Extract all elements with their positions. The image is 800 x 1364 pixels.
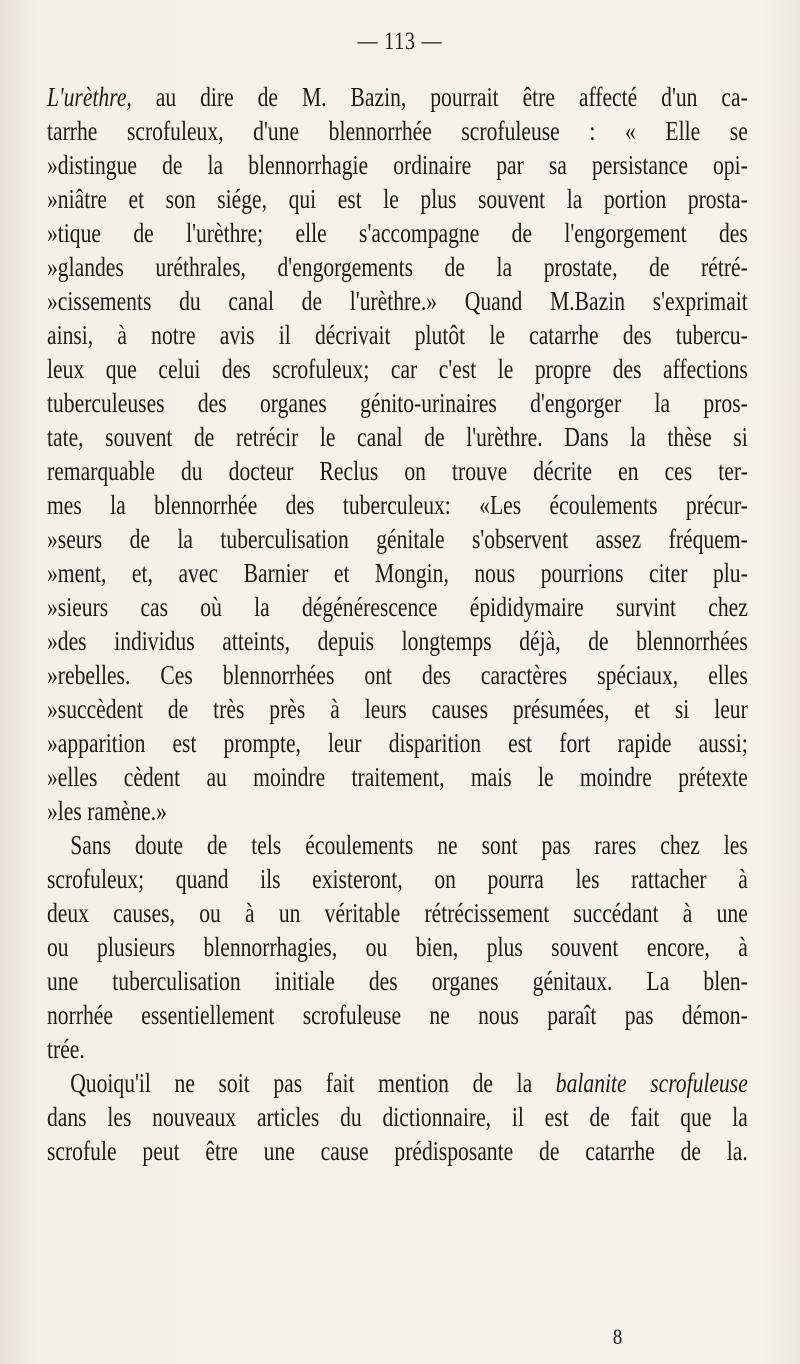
text-line xyxy=(47,862,748,896)
line-text: »cissements du canal de l'urèthre.» Quand M.Bazin s'exprimait xyxy=(47,286,748,316)
text-line xyxy=(47,1134,748,1168)
line-text: »apparition est prompte, leur disparition est fort rapide aussi; xyxy=(47,728,748,758)
text-line xyxy=(47,522,748,556)
line-text: »rebelles. Ces blennorrhées ont des caractères spéciaux, elles xyxy=(47,660,748,690)
line-text: »elles cèdent au moindre traitement, mais le moindre prétexte xyxy=(47,762,748,792)
line-text: tarrhe scrofuleux, d'une blennorrhée scrofuleuse : « Elle se xyxy=(47,116,748,146)
line-text: au dire de M. Bazin, pourrait être affecté d'un ca- xyxy=(131,82,748,112)
text-line xyxy=(47,80,748,114)
line-text: une tuberculisation initiale des organes génitaux. La blen- xyxy=(47,966,748,996)
text-line xyxy=(47,420,748,454)
line-text: Quoiqu'il ne soit pas fait mention de la xyxy=(70,1068,556,1098)
body-text xyxy=(47,80,748,1168)
line-text: Sans doute de tels écoulements ne sont pas rares chez les xyxy=(70,830,748,860)
text-line xyxy=(47,1100,748,1134)
text-line xyxy=(47,1032,748,1066)
text-line xyxy=(47,964,748,998)
text-line xyxy=(47,182,748,216)
page-number: — 113 — xyxy=(357,28,443,55)
text-line xyxy=(47,726,748,760)
text-line xyxy=(47,352,748,386)
line-text: leux que celui des scrofuleux; car c'est le propre des affections xyxy=(47,354,748,384)
text-line xyxy=(47,386,748,420)
text-line xyxy=(47,250,748,284)
text-line xyxy=(47,318,748,352)
line-text: »niâtre et son siége, qui est le plus souvent la portion prosta- xyxy=(47,184,748,214)
line-text: norrhée essentiellement scrofuleuse ne nous paraît pas démon- xyxy=(47,1000,748,1030)
line-text: »sieurs cas où la dégénérescence épididymaire survint chez xyxy=(47,592,748,622)
text-line xyxy=(47,624,748,658)
text-line xyxy=(47,454,748,488)
text-line xyxy=(47,658,748,692)
line-text: »ment, et, avec Barnier et Mongin, nous pourrions citer plu- xyxy=(47,558,748,588)
line-text: ainsi, à notre avis il décrivait plutôt le catarrhe des tubercu- xyxy=(47,320,748,350)
line-text: deux causes, ou à un véritable rétrécissement succédant à une xyxy=(47,898,748,928)
text-line xyxy=(47,930,748,964)
line-text: »tique de l'urèthre; elle s'accompagne de l'engorgement des xyxy=(47,218,748,248)
line-text: »glandes uréthrales, d'engorgements de la prostate, de rétré- xyxy=(47,252,748,282)
line-text: dans les nouveaux articles du dictionnaire, il est de fait que la xyxy=(47,1102,748,1132)
italic-term: balanite scrofuleuse xyxy=(555,1068,748,1098)
text-line xyxy=(47,556,748,590)
text-line xyxy=(47,896,748,930)
text-line xyxy=(47,692,748,726)
text-line xyxy=(47,216,748,250)
line-text: ou plusieurs blennorrhagies, ou bien, plus souvent encore, à xyxy=(47,932,748,962)
line-text: mes la blennorrhée des tuberculeux: «Les écoulements précur- xyxy=(47,490,748,520)
signature-mark: 8 xyxy=(612,1324,623,1349)
line-text: tuberculeuses des organes génito-urinaires d'engorger la pros- xyxy=(47,388,748,418)
text-line xyxy=(47,1066,748,1100)
line-text: »les ramène.» xyxy=(47,796,167,826)
line-text: scrofule peut être une cause prédisposante de catarrhe de la. xyxy=(47,1136,748,1166)
line-text: remarquable du docteur Reclus on trouve décrite en ces ter- xyxy=(47,456,748,486)
text-line xyxy=(47,590,748,624)
text-line xyxy=(47,794,748,828)
line-text: »des individus atteints, depuis longtemps déjà, de blennorrhées xyxy=(47,626,748,656)
line-text: »succèdent de très près à leurs causes présumées, et si leur xyxy=(47,694,748,724)
text-line xyxy=(47,114,748,148)
text-line xyxy=(47,828,748,862)
line-text: trée. xyxy=(47,1034,85,1064)
text-line xyxy=(47,998,748,1032)
line-text: »distingue de la blennorrhagie ordinaire par sa persistance opi- xyxy=(47,150,748,180)
line-text: tate, souvent de retrécir le canal de l'urèthre. Dans la thèse si xyxy=(47,422,748,452)
text-line xyxy=(47,284,748,318)
line-text: scrofuleux; quand ils existeront, on pourra les rattacher à xyxy=(47,864,748,894)
text-line xyxy=(47,760,748,794)
text-line xyxy=(47,148,748,182)
italic-term: L'urèthre, xyxy=(47,82,132,112)
line-text: »seurs de la tuberculisation génitale s'observent assez fréquem- xyxy=(47,524,748,554)
text-line xyxy=(47,488,748,522)
